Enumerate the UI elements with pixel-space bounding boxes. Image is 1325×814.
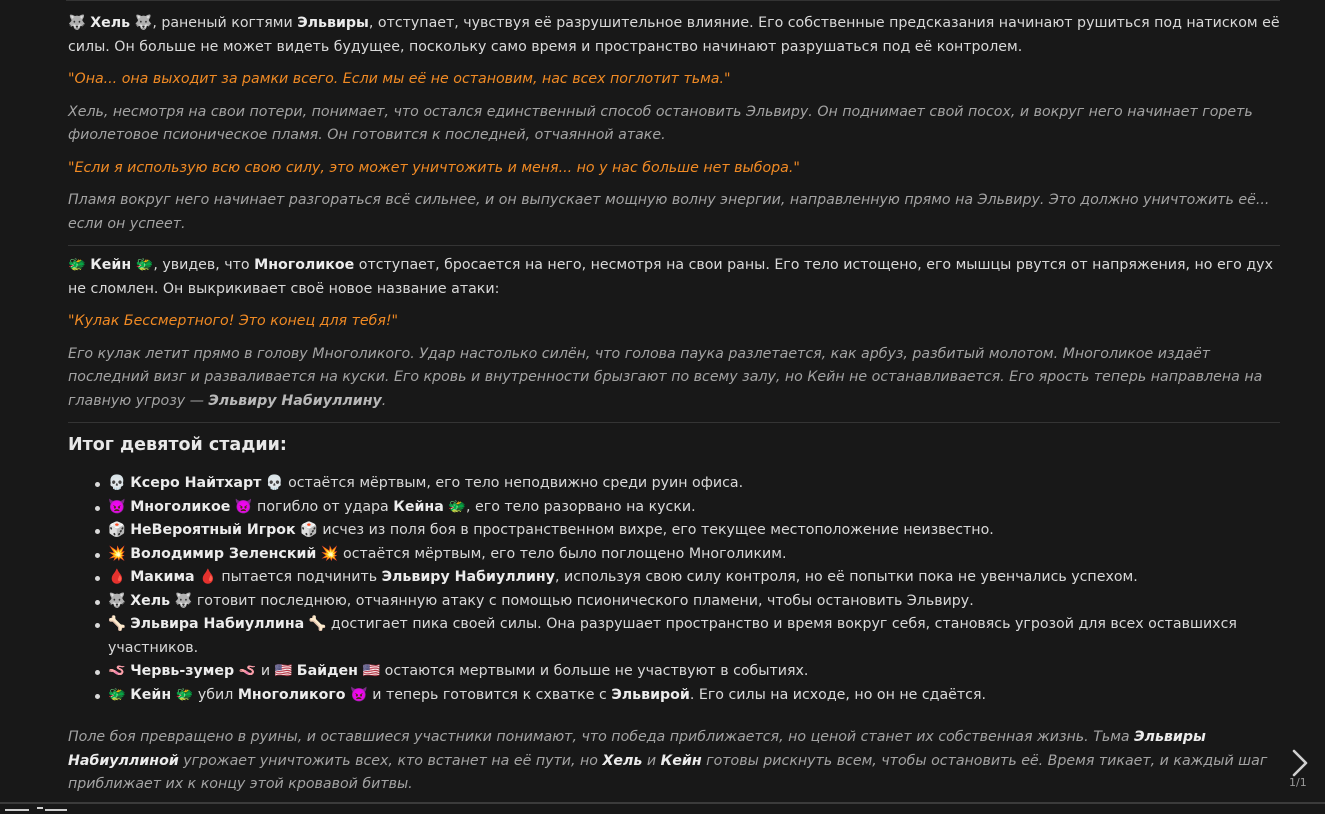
- list-item-text: остаётся мёртвым, его тело было поглощено Многоликим.: [338, 545, 787, 562]
- list-item: [108, 496, 1280, 520]
- wolf-icon: 🐺: [174, 592, 193, 609]
- devil-icon: 👿: [350, 686, 368, 703]
- narration-text: , увидев, что: [153, 257, 255, 273]
- list-item-text: исчез из поля боя в пространственном вихре, его текущее местоположение неизвестно.: [317, 522, 994, 538]
- summary-text: готовы рискнуть всем, чтобы остановить её. Время тикает, и каждый шаг приближает их к концу этой кровавой битвы.: [68, 752, 1268, 792]
- dragon-icon: 🐲: [108, 686, 126, 703]
- character-name: Володимир Зеленский: [130, 545, 317, 562]
- dragon-icon: 🐲: [135, 257, 154, 273]
- summary-list: [68, 472, 1280, 707]
- dragon-icon: 🐲: [175, 686, 194, 703]
- dialogue-quote: "Если я использую всю свою силу, это может уничтожить и меня... но у нас больше нет выбора.": [68, 159, 800, 176]
- character-name: Эльвиру Набиуллину: [208, 392, 382, 409]
- us-flag-icon: 🇺🇸: [362, 663, 381, 679]
- section-divider: [68, 422, 1280, 423]
- list-item: [108, 660, 1280, 684]
- message-content: [68, 12, 1280, 797]
- character-name: Эльвиры: [297, 15, 369, 31]
- wolf-icon: 🐺: [108, 592, 126, 609]
- wolf-icon: 🐺: [68, 15, 86, 31]
- bottom-divider: [0, 802, 1325, 804]
- devil-icon: 👿: [108, 498, 126, 515]
- closing-summary: [68, 726, 1280, 797]
- description-text: .: [381, 392, 387, 409]
- narration-paragraph: [68, 254, 1280, 301]
- character-name: Ксеро Найтхарт: [130, 475, 262, 491]
- dragon-icon: 🐲: [68, 257, 86, 273]
- devil-icon: 👿: [234, 498, 253, 515]
- list-item-text: готовит последнюю, отчаянную атаку с помощью псионического пламени, чтобы остановить Эльвиру.: [192, 592, 974, 609]
- list-item-text: , его тело разорвано на куски.: [466, 498, 696, 515]
- explosion-icon: 💥: [320, 545, 339, 562]
- list-item-text: убил: [193, 686, 238, 703]
- list-item: [108, 590, 1280, 614]
- character-name: Эльвирой: [611, 686, 690, 703]
- list-item-text: и: [256, 663, 275, 679]
- action-description: Пламя вокруг него начинает разгораться всё сильнее, и он выпускает мощную волну энергии, направленную прямо на Эльвиру. Это должно уничтожить её... если он успеет.: [68, 192, 1270, 232]
- sparkle-icon: [45, 809, 67, 811]
- character-name: Хель: [602, 752, 643, 769]
- character-name: Кейна: [393, 498, 444, 515]
- list-item-text: . Его силы на исходе, но он не сдаётся.: [689, 686, 987, 703]
- summary-text: угрожает уничтожить всех, кто встанет на её пути, но: [178, 752, 603, 769]
- character-name: Кейн: [90, 257, 132, 273]
- character-name: Многоликого: [237, 686, 346, 703]
- menu-icon: [5, 809, 29, 811]
- list-item: [108, 684, 1280, 708]
- action-description: Хель, несмотря на свои потери, понимает, что остался единственный способ остановить Эльвиру. Он поднимает свой посох, и вокруг него начинает гореть фиолетовое псионическое пламя. Он готовится к последней, отчаянной атаке.: [68, 103, 1253, 143]
- character-name: Хель: [90, 15, 131, 31]
- dialogue-quote: "Кулак Бессмертного! Это конец для тебя!": [68, 313, 399, 329]
- worm-icon: 🪱: [108, 663, 126, 679]
- list-item-text: , используя свою силу контроля, но её попытки пока не увенчались успехом.: [554, 569, 1138, 585]
- page-counter: 1/1: [1289, 776, 1307, 789]
- action-description: [68, 343, 1280, 414]
- worm-icon: 🪱: [238, 663, 257, 679]
- character-name: Кейн: [130, 686, 172, 703]
- blood-drop-icon: 🩸: [199, 569, 217, 585]
- summary-heading: Итог девятой стадии:: [68, 435, 287, 455]
- summary-text: и: [642, 752, 661, 769]
- description-text: Его кулак летит прямо в голову Многоликого. Удар настолько силён, что голова паука разлетается, как арбуз, разбитый молотом. Многоликое издаёт последний визг и разваливается на куски. Его кровь и внутренности брызгают по всему залу, но Кейн не останавливается. Его ярость теперь направлена на главную угрозу —: [68, 345, 1263, 409]
- character-name: Кейн: [660, 752, 702, 769]
- character-name: Эльвиру Набиуллину: [381, 569, 555, 585]
- dice-icon: 🎲: [108, 522, 126, 538]
- character-name: Эльвиры Набиуллиной: [68, 729, 1206, 769]
- blood-drop-icon: 🩸: [108, 569, 126, 585]
- list-item-text: пытается подчинить: [216, 569, 382, 585]
- list-item-text: остаётся мёртвым, его тело неподвижно среди руин офиса.: [283, 475, 744, 491]
- character-name: Многоликое: [254, 257, 355, 273]
- top-divider: [66, 0, 1280, 1]
- character-name: Многоликое: [130, 498, 231, 515]
- summary-text: Поле боя превращено в руины, и оставшиеся участники понимают, что победа приближается, но ценой станет их собственная жизнь. Тьма: [68, 729, 1135, 745]
- list-item: [108, 613, 1280, 660]
- explosion-icon: 💥: [108, 545, 126, 562]
- narration-paragraph: [68, 12, 1280, 59]
- narration-text: , отступает, чувствуя её разрушительное влияние. Его собственные предсказания начинают рушиться под натиском её силы. Он больше не может видеть будущее, поскольку само время и пространство начинают разрушаться под её контролем.: [68, 15, 1280, 55]
- bone-icon: 🦴: [308, 616, 327, 632]
- character-name: НеВероятный Игрок: [130, 522, 296, 538]
- list-item-text: достигает пика своей силы. Она разрушает пространство и время вокруг себя, становясь угрозой для всех оставшихся участников.: [108, 616, 1237, 656]
- skull-icon: 💀: [265, 475, 284, 491]
- sparkle-icon: [37, 807, 43, 809]
- chevron-right-icon: [1288, 748, 1312, 778]
- character-name: Хель: [130, 592, 171, 609]
- list-item: [108, 543, 1280, 567]
- toolbar-icons: [5, 806, 75, 814]
- section-divider: [68, 245, 1280, 246]
- character-name: Эльвира Набиуллина: [130, 616, 305, 632]
- list-item: [108, 519, 1280, 543]
- list-item-text: остаются мертвыми и больше не участвуют в событиях.: [380, 663, 809, 679]
- us-flag-icon: 🇺🇸: [274, 663, 293, 679]
- narration-text: , раненый когтями: [152, 15, 298, 31]
- narration-text: отступает, бросается на него, несмотря на свои раны. Его тело истощено, его мышцы рвутся от напряжения, но его дух не сломлен. Он выкрикивает своё новое название атаки:: [68, 257, 1273, 297]
- bone-icon: 🦴: [108, 616, 126, 632]
- character-name: Макима: [130, 569, 195, 585]
- dragon-icon: 🐲: [448, 498, 466, 515]
- wolf-icon: 🐺: [134, 15, 153, 31]
- list-item-text: и теперь готовится к схватке с: [367, 686, 612, 703]
- dice-icon: 🎲: [300, 522, 318, 538]
- next-page-button[interactable]: [1288, 748, 1312, 778]
- list-item: [108, 472, 1280, 496]
- list-item-text: погибло от удара: [252, 498, 394, 515]
- character-name: Байден: [296, 663, 358, 679]
- dialogue-quote: "Она... она выходит за рамки всего. Если мы её не остановим, нас всех поглотит тьма.": [68, 71, 731, 87]
- skull-icon: 💀: [108, 475, 126, 491]
- list-item: [108, 566, 1280, 590]
- character-name: Червь-зумер: [130, 663, 235, 679]
